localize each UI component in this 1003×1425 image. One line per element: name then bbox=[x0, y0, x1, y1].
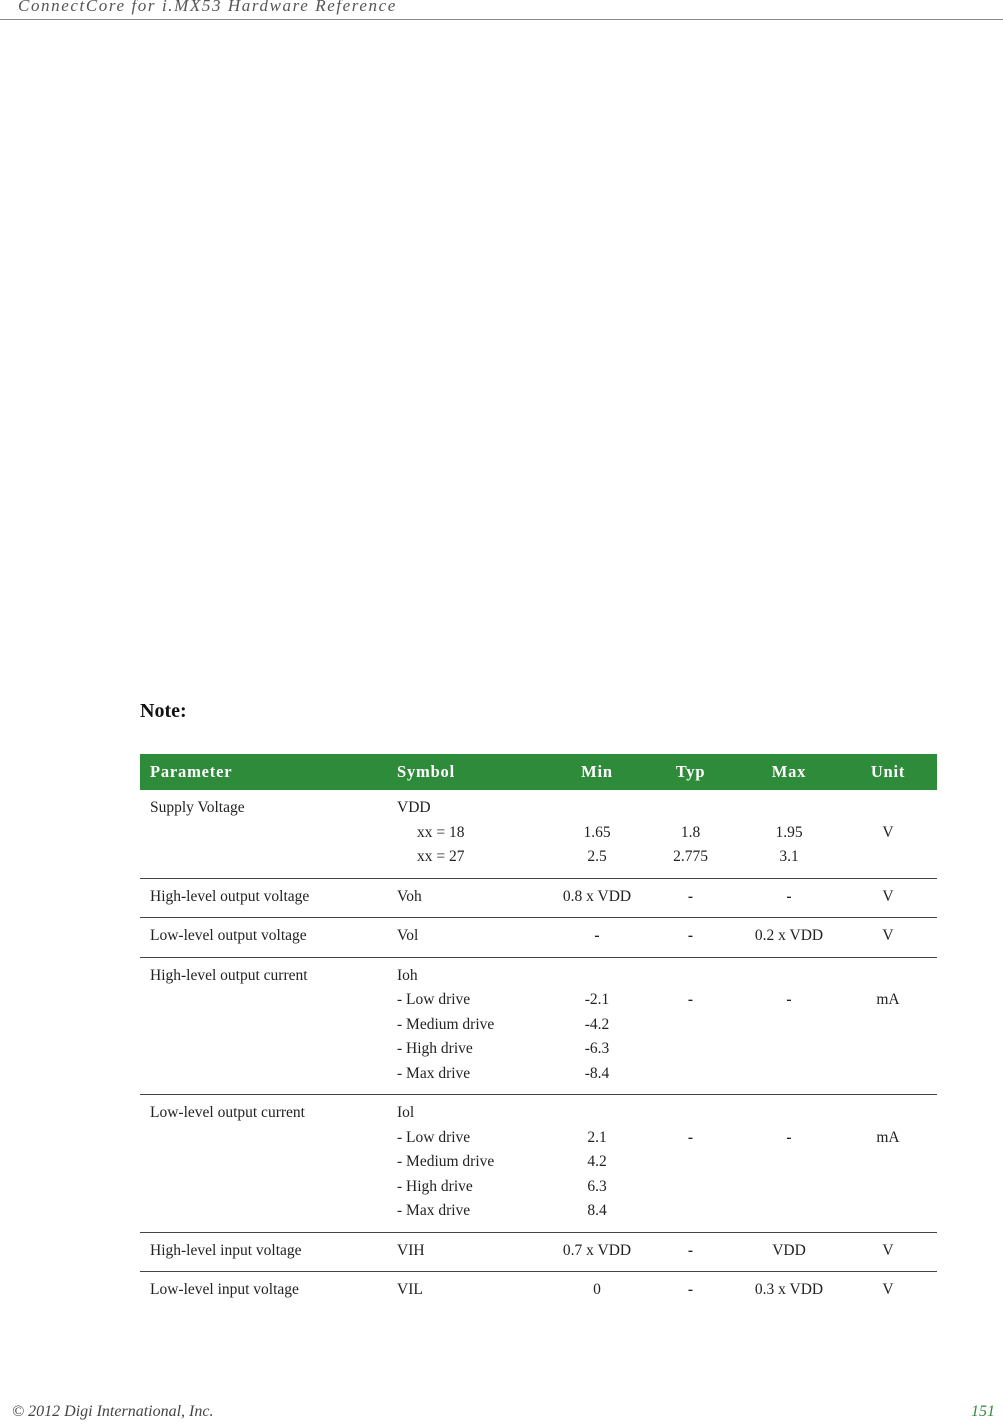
cell-typ bbox=[642, 790, 739, 878]
header-min: Min bbox=[581, 762, 613, 781]
symbol-sub: - High drive bbox=[397, 1040, 473, 1057]
running-header: ConnectCore for i.MX53 Hardware Reference bbox=[18, 0, 397, 15]
cell-parameter: Low-level input voltage bbox=[150, 1281, 299, 1298]
min-value: 1.65 bbox=[583, 823, 611, 841]
note-label: Note: bbox=[140, 700, 187, 722]
symbol-sub: xx = 18 bbox=[417, 823, 465, 841]
typ-value: - bbox=[687, 991, 694, 1008]
cell-max: 0.3 x VDD bbox=[754, 1281, 824, 1298]
cell-max: - bbox=[786, 887, 792, 905]
cell-parameter: Low-level output current bbox=[150, 1104, 305, 1121]
cell-max bbox=[739, 790, 839, 878]
cell-unit: V bbox=[882, 887, 894, 905]
table-row bbox=[140, 1095, 937, 1233]
cell-typ: - bbox=[687, 1241, 694, 1259]
table-row bbox=[140, 790, 937, 878]
unit-value: V bbox=[882, 823, 894, 841]
max-value: - bbox=[786, 991, 792, 1008]
min-value: 8.4 bbox=[587, 1202, 607, 1219]
table-row bbox=[140, 1232, 937, 1272]
header-max: Max bbox=[771, 762, 807, 781]
table-row bbox=[140, 918, 937, 958]
max-value: 3.1 bbox=[779, 848, 799, 865]
cell-symbol bbox=[387, 790, 552, 878]
table-header-row bbox=[140, 754, 937, 790]
cell-typ: - bbox=[687, 927, 694, 944]
unit-value: mA bbox=[876, 1128, 900, 1146]
cell-parameter: Low-level output voltage bbox=[150, 927, 307, 944]
cell-parameter: High-level output voltage bbox=[150, 887, 310, 905]
min-value: 2.1 bbox=[587, 1128, 607, 1146]
symbol-name: VDD bbox=[397, 799, 431, 816]
cell-parameter: High-level output current bbox=[150, 966, 308, 984]
min-value: -6.3 bbox=[584, 1040, 610, 1057]
header-parameter: Parameter bbox=[150, 762, 233, 781]
cell-min: 0.7 x VDD bbox=[562, 1241, 632, 1259]
cell-max bbox=[739, 1095, 839, 1233]
symbol-sub: - High drive bbox=[397, 1177, 473, 1195]
cell-symbol: VIL bbox=[397, 1281, 423, 1298]
cell-unit: V bbox=[882, 1241, 894, 1259]
table-row bbox=[140, 878, 937, 918]
min-value: 2.5 bbox=[587, 848, 607, 865]
cell-unit: V bbox=[882, 927, 894, 944]
cell-parameter: High-level input voltage bbox=[150, 1241, 302, 1259]
header-divider bbox=[0, 19, 1003, 20]
page-number: 151 bbox=[971, 1403, 995, 1420]
cell-parameter: Supply Voltage bbox=[150, 799, 245, 816]
cell-max: VDD bbox=[772, 1241, 806, 1259]
symbol-sub: - Medium drive bbox=[397, 1153, 495, 1170]
unit-value: mA bbox=[876, 991, 900, 1008]
cell-unit bbox=[839, 790, 937, 878]
cell-min: 0.8 x VDD bbox=[562, 887, 632, 905]
symbol-sub: - Max drive bbox=[397, 1064, 471, 1082]
min-value: 6.3 bbox=[587, 1177, 607, 1195]
header-symbol: Symbol bbox=[397, 762, 455, 781]
symbol-name: Ioh bbox=[397, 966, 418, 984]
cell-unit: V bbox=[882, 1281, 894, 1298]
cell-min bbox=[552, 790, 642, 878]
cell-symbol bbox=[387, 1095, 552, 1233]
table-row bbox=[140, 957, 937, 1095]
cell-symbol: VIH bbox=[397, 1241, 425, 1259]
symbol-sub: xx = 27 bbox=[417, 848, 465, 865]
cell-typ: - bbox=[687, 1281, 694, 1298]
cell-unit bbox=[839, 957, 937, 1095]
min-value: -4.2 bbox=[584, 1015, 610, 1033]
min-value: 4.2 bbox=[587, 1153, 607, 1170]
symbol-sub: - Low drive bbox=[397, 1128, 471, 1146]
cell-symbol: Voh bbox=[397, 887, 422, 905]
typ-value: 2.775 bbox=[673, 848, 708, 865]
cell-typ bbox=[642, 957, 739, 1095]
min-value: -2.1 bbox=[584, 991, 610, 1008]
cell-min bbox=[552, 1095, 642, 1233]
footer-copyright: © 2012 Digi International, Inc. bbox=[12, 1403, 214, 1420]
max-value: 1.95 bbox=[775, 823, 803, 841]
header-unit: Unit bbox=[870, 762, 906, 781]
min-value: -8.4 bbox=[584, 1064, 610, 1082]
cell-symbol: Vol bbox=[397, 927, 419, 944]
symbol-sub: - Medium drive bbox=[397, 1015, 495, 1033]
symbol-sub: - Max drive bbox=[397, 1202, 471, 1219]
table-row bbox=[140, 1272, 937, 1311]
cell-max: 0.2 x VDD bbox=[754, 927, 824, 944]
header-typ: Typ bbox=[675, 762, 706, 781]
typ-value: - bbox=[687, 1128, 694, 1146]
max-value: - bbox=[786, 1128, 792, 1146]
cell-unit bbox=[839, 1095, 937, 1233]
cell-max bbox=[739, 957, 839, 1095]
cell-min bbox=[552, 957, 642, 1095]
electrical-characteristics-table bbox=[140, 754, 937, 1311]
cell-typ bbox=[642, 1095, 739, 1233]
cell-min: 0 bbox=[593, 1281, 601, 1298]
cell-min: - bbox=[594, 927, 600, 944]
typ-value: 1.8 bbox=[680, 823, 701, 841]
cell-symbol bbox=[387, 957, 552, 1095]
symbol-name: Iol bbox=[397, 1104, 415, 1121]
cell-typ: - bbox=[687, 887, 694, 905]
symbol-sub: - Low drive bbox=[397, 991, 471, 1008]
